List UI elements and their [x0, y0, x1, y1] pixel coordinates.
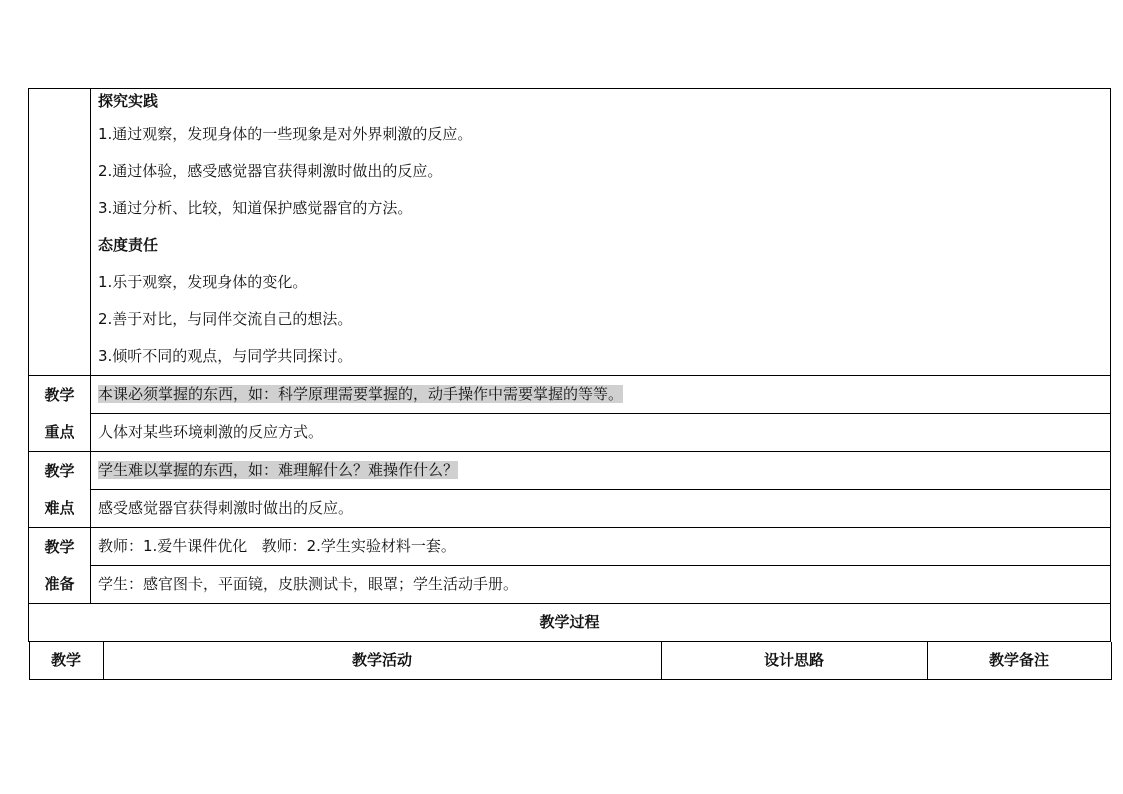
key-points-content: 人体对某些环境刺激的反应方式。 — [98, 423, 324, 441]
key-points-hint: 本课必须掌握的东西，如：科学原理需要掌握的，动手操作中需要掌握的等等。 — [98, 385, 624, 403]
objectives-row — [29, 89, 1111, 376]
difficulties-hint: 学生难以掌握的东西，如：难理解什么？难操作什么？ — [98, 461, 459, 479]
difficulties-content: 感受感觉器官获得刺激时做出的反应。 — [98, 499, 354, 517]
key-points-label — [29, 376, 91, 452]
process-header-row — [29, 642, 1111, 681]
process-col-activity: 教学活动 — [103, 642, 661, 680]
process-title-row — [29, 604, 1111, 642]
key-points-content-cell — [91, 414, 1111, 452]
lesson-plan-table — [28, 88, 1111, 680]
preparation-row-1 — [29, 528, 1111, 566]
difficulties-row-2 — [29, 490, 1111, 528]
attitude-item: 1.乐于观察，发现身体的变化。 — [98, 273, 308, 291]
key-points-label-line-2: 重点 — [44, 422, 75, 441]
process-header-table — [29, 642, 1112, 680]
attitude-item: 3.倾听不同的观点，与同学共同探讨。 — [98, 347, 353, 365]
difficulties-label — [29, 452, 91, 528]
objectives-label-cell — [29, 89, 91, 376]
process-col-stage: 教学 — [29, 642, 103, 680]
preparation-label-line-1: 教学 — [44, 537, 75, 556]
key-points-hint-cell — [91, 376, 1111, 414]
practice-item: 2.通过体验，感受感觉器官获得刺激时做出的反应。 — [98, 162, 443, 180]
objectives-content-cell — [91, 89, 1111, 376]
difficulties-hint-cell — [91, 452, 1111, 490]
practice-item: 3.通过分析、比较，知道保护感觉器官的方法。 — [98, 199, 413, 217]
key-points-row-1 — [29, 376, 1111, 414]
process-title: 教学过程 — [29, 604, 1111, 642]
preparation-row-2 — [29, 566, 1111, 604]
preparation-student-cell — [91, 566, 1111, 604]
key-points-row-2 — [29, 414, 1111, 452]
preparation-label — [29, 528, 91, 604]
preparation-label-line-2: 准备 — [44, 574, 75, 593]
preparation-teacher-cell — [91, 528, 1111, 566]
process-col-design: 设计思路 — [661, 642, 927, 680]
practice-item: 1.通过观察，发现身体的一些现象是对外界刺激的反应。 — [98, 125, 473, 143]
difficulties-content-cell — [91, 490, 1111, 528]
key-points-label-line-1: 教学 — [44, 385, 75, 404]
preparation-student: 学生：感官图卡，平面镜，皮肤测试卡，眼罩；学生活动手册。 — [98, 575, 519, 593]
attitude-heading: 态度责任 — [98, 236, 159, 254]
preparation-teacher: 教师：1.爱牛课件优化 教师：2.学生实验材料一套。 — [98, 537, 456, 555]
difficulties-label-line-2: 难点 — [44, 498, 75, 517]
process-col-notes: 教学备注 — [927, 642, 1111, 680]
practice-heading: 探究实践 — [98, 92, 159, 110]
difficulties-row-1 — [29, 452, 1111, 490]
difficulties-label-line-1: 教学 — [44, 461, 75, 480]
attitude-item: 2.善于对比，与同伴交流自己的想法。 — [98, 310, 353, 328]
